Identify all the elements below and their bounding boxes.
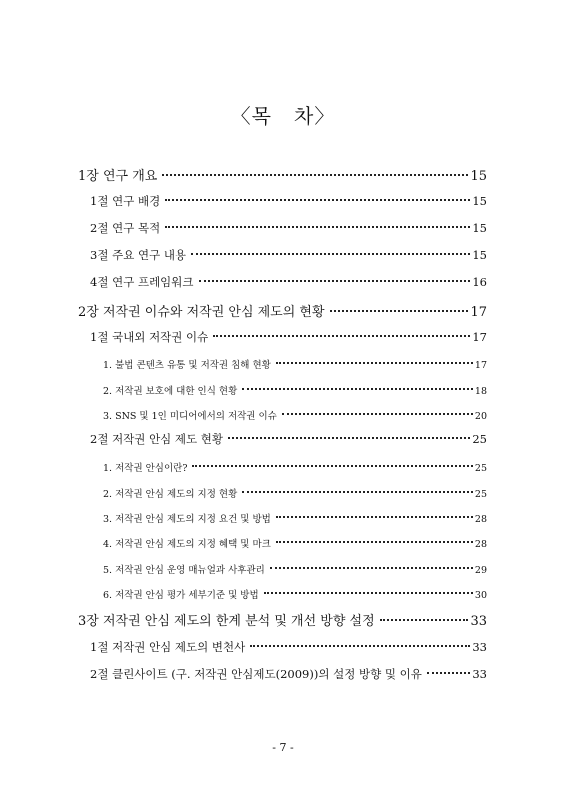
dot-leader [282,413,473,415]
toc-entry-label: 1절 저작권 안심 제도의 변천사 [90,640,246,654]
toc-entry-page: 17 [470,305,487,320]
toc-entry[interactable] [90,431,487,447]
dot-leader [228,437,470,439]
toc-entry-label: 2. 저작권 안심 제도의 지정 현황 [103,489,238,500]
toc-entry-page: 29 [474,565,487,576]
toc-entry[interactable] [78,610,487,629]
toc-entry-label: 1절 국내외 저작권 이슈 [90,330,209,344]
dot-leader [191,253,470,255]
toc-entry-page: 30 [474,590,487,601]
toc-entry-label: 2장 저작권 이슈와 저작권 안심 제도의 현황 [78,305,325,320]
toc-entry-page: 20 [474,411,487,422]
toc-entry-page: 17 [474,360,487,371]
dot-leader [242,388,473,390]
toc-entry-label: 2절 클린사이트 (구. 저작권 안심제도(2009))의 설정 방향 및 이유 [90,667,422,681]
toc-entry[interactable] [103,408,487,422]
toc-entry[interactable] [90,220,487,236]
toc-entry[interactable] [90,329,487,345]
toc-entry-page: 15 [472,194,487,208]
toc-entry-page: 33 [472,667,487,681]
toc-entry-label: 2. 저작권 보호에 대한 인식 현황 [103,386,238,397]
dot-leader [276,362,473,364]
dot-leader [165,199,470,201]
toc-entry-page: 15 [470,169,487,184]
toc-entry-label: 6. 저작권 안심 평가 세부기준 및 방법 [103,590,259,601]
dot-leader [199,280,471,282]
dot-leader [380,619,469,621]
dot-leader [264,592,473,594]
toc-entry-label: 1. 저작권 안심이란? [103,463,188,474]
dot-leader [270,567,473,569]
toc-entry-label: 5. 저작권 안심 운영 매뉴얼과 사후관리 [103,565,265,576]
toc-entry-page: 28 [474,514,487,525]
toc-entry-page: 25 [474,463,487,474]
toc-entry[interactable] [103,587,487,601]
toc-entry-label: 3. SNS 및 1인 미디어에서의 저작권 이슈 [103,411,277,422]
toc-entry-label: 3절 주요 연구 내용 [90,248,187,262]
dot-leader [427,672,471,674]
toc-entry-page: 17 [472,330,487,344]
toc-entry[interactable] [103,562,487,576]
dot-leader [330,310,469,312]
toc-entry-label: 2절 연구 목적 [90,221,161,235]
dot-leader [165,226,470,228]
toc-entry[interactable] [78,165,487,184]
toc-entry-page: 15 [472,221,487,235]
toc-entry-page: 15 [472,248,487,262]
toc-entry[interactable] [103,511,487,525]
toc-entry-page: 33 [470,614,487,629]
toc-entry[interactable] [103,536,487,550]
dot-leader [242,491,473,493]
toc-entry-label: 4. 저작권 안심 제도의 지정 혜택 및 마크 [103,539,271,550]
dot-leader [162,174,468,176]
toc-title: 〈목 차〉 [230,104,336,128]
toc-entry-label: 3장 저작권 안심 제도의 한계 분석 및 개선 방향 설정 [78,614,375,629]
dot-leader [276,541,473,543]
dot-leader [213,335,470,337]
toc-entry-label: 4절 연구 프레임워크 [90,275,194,289]
toc-entry-label: 1장 연구 개요 [78,169,158,184]
toc-entry-page: 16 [472,275,487,289]
toc-entry-label: 1. 불법 콘텐츠 유통 및 저작권 침해 현황 [103,360,271,371]
dot-leader [250,645,470,647]
toc-entry-label: 1절 연구 배경 [90,194,161,208]
page-number: - 7 - [272,741,294,754]
toc-entry[interactable] [103,383,487,397]
toc-entry[interactable] [103,486,487,500]
toc-entry[interactable] [90,666,487,682]
toc-entry[interactable] [103,357,487,371]
toc-entry[interactable] [90,193,487,209]
toc-entry-page: 28 [474,539,487,550]
toc-entry[interactable] [90,639,487,655]
toc-entry[interactable] [90,247,487,263]
toc-entry[interactable] [90,274,487,290]
toc-entry-label: 2절 저작권 안심 제도 현황 [90,432,224,446]
toc-entry-page: 25 [474,489,487,500]
dot-leader [192,465,472,467]
toc-entry[interactable] [78,301,487,320]
toc-entry-page: 18 [474,386,487,397]
toc-entry-page: 25 [472,432,487,446]
toc-entry-label: 3. 저작권 안심 제도의 지정 요건 및 방법 [103,514,271,525]
toc-entry-page: 33 [472,640,487,654]
dot-leader [276,516,473,518]
toc-entry[interactable] [103,460,487,474]
